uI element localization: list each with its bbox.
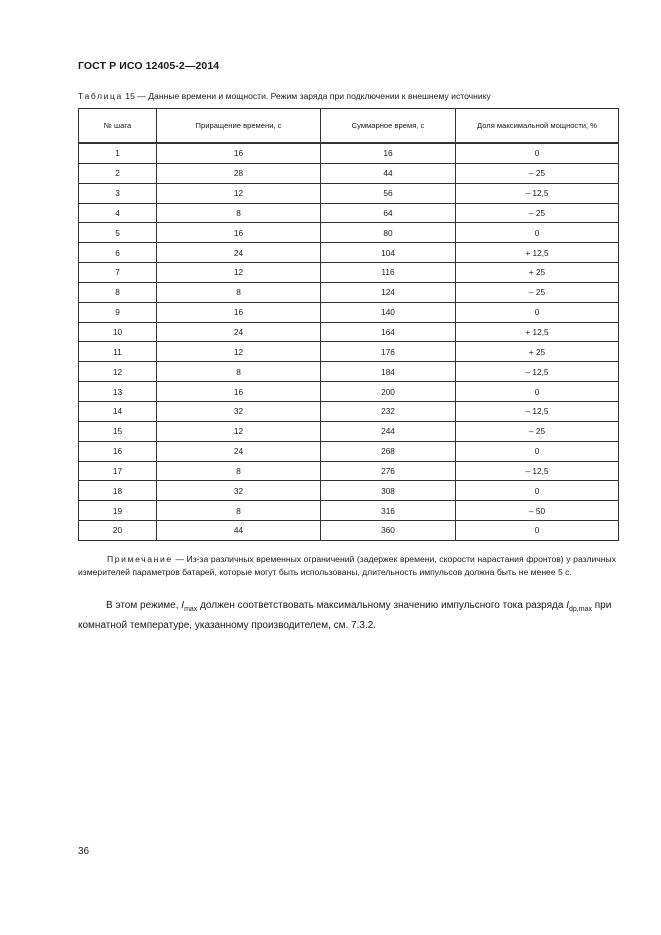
- cell-power-share: + 12,5: [456, 322, 619, 342]
- cell-step: 8: [79, 282, 157, 302]
- cell-power-share: 0: [456, 382, 619, 402]
- cell-power-share: – 50: [456, 501, 619, 521]
- note-label: Примечание: [107, 554, 173, 564]
- column-header-step: № шага: [79, 109, 157, 144]
- cell-time-increment: 8: [157, 282, 321, 302]
- cell-time-increment: 16: [157, 223, 321, 243]
- cell-total-time: 360: [321, 521, 456, 541]
- table-row: [79, 382, 619, 402]
- cell-power-share: – 25: [456, 163, 619, 183]
- table-caption: [78, 91, 598, 101]
- cell-total-time: 232: [321, 401, 456, 421]
- cell-total-time: 184: [321, 362, 456, 382]
- table-row: [79, 302, 619, 322]
- cell-total-time: 56: [321, 183, 456, 203]
- cell-time-increment: 16: [157, 302, 321, 322]
- cell-step: 6: [79, 243, 157, 263]
- cell-power-share: 0: [456, 223, 619, 243]
- table-row: [79, 421, 619, 441]
- table-row: [79, 481, 619, 501]
- cell-time-increment: 16: [157, 143, 321, 163]
- cell-time-increment: 8: [157, 362, 321, 382]
- cell-time-increment: 32: [157, 401, 321, 421]
- table-caption-label: Таблица: [78, 91, 123, 101]
- cell-power-share: – 25: [456, 282, 619, 302]
- column-header-total-time: Суммарное время, с: [321, 109, 456, 144]
- cell-step: 17: [79, 461, 157, 481]
- cell-power-share: – 25: [456, 203, 619, 223]
- table-row: [79, 501, 619, 521]
- cell-total-time: 44: [321, 163, 456, 183]
- cell-step: 7: [79, 263, 157, 283]
- current-subscript-2: dp,max: [568, 606, 592, 613]
- cell-time-increment: 32: [157, 481, 321, 501]
- cell-time-increment: 8: [157, 501, 321, 521]
- table-body: [79, 143, 619, 540]
- table-row: [79, 223, 619, 243]
- cell-total-time: 116: [321, 263, 456, 283]
- cell-step: 14: [79, 401, 157, 421]
- table-row: [79, 163, 619, 183]
- cell-time-increment: 24: [157, 441, 321, 461]
- cell-total-time: 316: [321, 501, 456, 521]
- cell-time-increment: 8: [157, 461, 321, 481]
- cell-power-share: 0: [456, 441, 619, 461]
- cell-total-time: 268: [321, 441, 456, 461]
- cell-total-time: 276: [321, 461, 456, 481]
- paragraph-text-1: В этом режиме,: [106, 600, 182, 611]
- cell-time-increment: 12: [157, 342, 321, 362]
- body-paragraph: [78, 598, 616, 633]
- table-row: [79, 441, 619, 461]
- cell-total-time: 80: [321, 223, 456, 243]
- cell-power-share: – 12,5: [456, 461, 619, 481]
- column-header-power-share: Доля максимальной мощности, %: [456, 109, 619, 144]
- cell-total-time: 308: [321, 481, 456, 501]
- table-row: [79, 521, 619, 541]
- paragraph-text-3: при комнатной температуре, указанному производителем, см. 7.3.2.: [78, 600, 612, 631]
- cell-step: 15: [79, 421, 157, 441]
- table-row: [79, 203, 619, 223]
- cell-time-increment: 12: [157, 183, 321, 203]
- current-symbol: I: [181, 600, 185, 611]
- table-row: [79, 461, 619, 481]
- cell-step: 5: [79, 223, 157, 243]
- cell-time-increment: 12: [157, 421, 321, 441]
- cell-power-share: – 12,5: [456, 401, 619, 421]
- table-row: [79, 401, 619, 421]
- document-header: ГОСТ Р ИСО 12405-2—2014: [78, 60, 220, 72]
- cell-step: 10: [79, 322, 157, 342]
- cell-time-increment: 44: [157, 521, 321, 541]
- cell-total-time: 200: [321, 382, 456, 402]
- cell-power-share: – 12,5: [456, 183, 619, 203]
- cell-step: 16: [79, 441, 157, 461]
- current-symbol-2: I: [566, 600, 569, 611]
- cell-time-increment: 12: [157, 263, 321, 283]
- table-row: [79, 322, 619, 342]
- cell-total-time: 124: [321, 282, 456, 302]
- cell-time-increment: 16: [157, 382, 321, 402]
- cell-power-share: + 12,5: [456, 243, 619, 263]
- table-note: [78, 553, 616, 578]
- table-row: [79, 282, 619, 302]
- cell-power-share: – 25: [456, 421, 619, 441]
- table-caption-text: 15 — Данные времени и мощности. Режим заряда при подключении к внешнему источнику: [125, 91, 491, 101]
- cell-total-time: 164: [321, 322, 456, 342]
- table-row: [79, 362, 619, 382]
- page-number: 36: [78, 846, 90, 857]
- cell-step: 18: [79, 481, 157, 501]
- cell-time-increment: 8: [157, 203, 321, 223]
- cell-time-increment: 28: [157, 163, 321, 183]
- paragraph-text-2: должен соответствовать максимальному значению импульсного тока разряда: [197, 600, 567, 611]
- cell-step: 1: [79, 143, 157, 163]
- cell-step: 2: [79, 163, 157, 183]
- table-row: [79, 143, 619, 163]
- cell-total-time: 244: [321, 421, 456, 441]
- cell-power-share: + 25: [456, 263, 619, 283]
- current-subscript: max: [184, 606, 198, 613]
- cell-total-time: 176: [321, 342, 456, 362]
- cell-step: 4: [79, 203, 157, 223]
- cell-time-increment: 24: [157, 322, 321, 342]
- cell-time-increment: 24: [157, 243, 321, 263]
- cell-power-share: – 12,5: [456, 362, 619, 382]
- cell-step: 20: [79, 521, 157, 541]
- cell-power-share: + 25: [456, 342, 619, 362]
- cell-total-time: 16: [321, 143, 456, 163]
- cell-power-share: 0: [456, 302, 619, 322]
- column-header-time-increment: Приращение времени, с: [157, 109, 321, 144]
- cell-total-time: 64: [321, 203, 456, 223]
- table-row: [79, 243, 619, 263]
- cell-total-time: 104: [321, 243, 456, 263]
- cell-step: 13: [79, 382, 157, 402]
- table-header-row: [79, 109, 619, 144]
- data-table: [78, 108, 619, 541]
- table-row: [79, 342, 619, 362]
- cell-power-share: 0: [456, 521, 619, 541]
- cell-step: 11: [79, 342, 157, 362]
- table-row: [79, 263, 619, 283]
- cell-step: 12: [79, 362, 157, 382]
- note-text: — Из-за различных временных ограничений (задержек времени, скорости нарастания фронтов) у различных измерителей параметров батарей, которые могут быть использованы, длительность импульсов должна быть не менее 5 с.: [78, 554, 616, 577]
- cell-power-share: 0: [456, 481, 619, 501]
- cell-step: 19: [79, 501, 157, 521]
- cell-step: 3: [79, 183, 157, 203]
- cell-power-share: 0: [456, 143, 619, 163]
- table-row: [79, 183, 619, 203]
- cell-total-time: 140: [321, 302, 456, 322]
- cell-step: 9: [79, 302, 157, 322]
